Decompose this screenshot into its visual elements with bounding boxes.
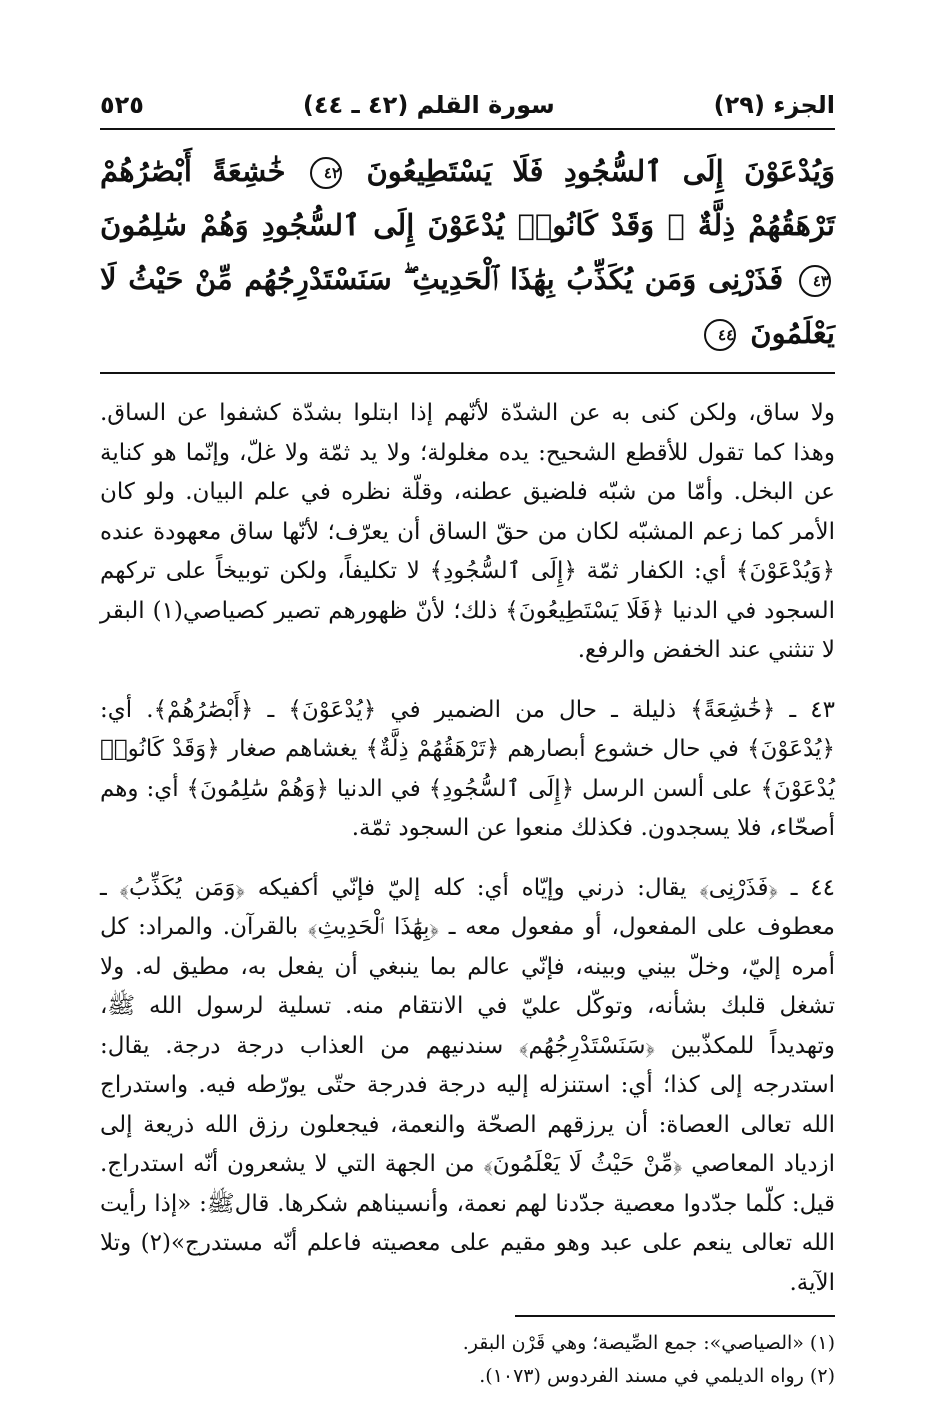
verse-text: خَٰشِعَةً أَبْصَٰرُهُمْ تَرْهَقُهُمْ ذِلَّةٌ ۖ وَقَدْ كَانُوا۟ يُدْعَوْنَ إِلَى ٱلسُّجُودِ وَهُمْ سَٰلِمُونَ (100, 154, 835, 242)
footnote: (١) «الصياصي»: جمع الصِّيصة؛ وهي قَرْن البقر. (462, 1332, 835, 1354)
footnote: (٢) رواه الديلمي في مسند الفردوس (١٠٧٣). (479, 1365, 835, 1387)
footnotes (100, 1327, 835, 1393)
commentary-paragraph: ٤٤ ـ ﴿فَذَرْنِى﴾ يقال: ذرني وإيّاه أي: كله إليّ فإنّي أكفيكه ﴿وَمَن يُكَذِّبُ﴾ ـ معطوف على المفعول، أو مفعول معه ـ ﴿بِهَٰذَا ٱلْحَدِيثِ﴾ بالقرآن. والمراد: كل أمره إليّ، وخلّ بيني وبينه، فإنّي عالم بما ينبغي أن يفعل به، مطيق له. ولا تشغل قلبك بشأنه، وتوكّل عليّ في الانتقام منه. تسلية لرسول الله ﷺ، وتهديداً للمكذّبين ﴿سَنَسْتَدْرِجُهُم﴾ سندنيهم من العذاب درجة درجة. يقال: استدرجه إلى كذا؛ أي: استنزله إليه درجة فدرجة حتّى يورّطه فيه. واستدراج الله تعالى العصاة: أن يرزقهم الصحّة والنعمة، فيجعلون رزق الله ذريعة إلى ازدياد المعاصي ﴿مِّنْ حَيْثُ لَا يَعْلَمُونَ﴾ من الجهة التي لا يشعرون أنّه استدراج. قيل: كلّما جدّدوا معصية جدّدنا لهم نعمة، وأنسيناهم شكرها. قالﷺ: «إذا رأيت الله تعالى ينعم على عبد وهو مقيم على معصيته فاعلم أنّه مستدرج»(٢) وتلا الآية. (100, 874, 835, 1296)
commentary (100, 394, 835, 1303)
page-number: ٥٢٥ (100, 91, 144, 119)
commentary-paragraph: ٤٣ ـ ﴿خَٰشِعَةً﴾ ذليلة ـ حال من الضمير في ﴿يُدْعَوْنَ﴾ ـ ﴿أَبْصَٰرُهُمْ﴾. أي: ﴿يُدْعَوْنَ﴾ في حال خشوع أبصارهم ﴿تَرْهَقُهُمْ ذِلَّةٌ﴾ يغشاهم صغار ﴿وَقَدْ كَانُوا۟ يُدْعَوْنَ﴾ على ألسن الرسل ﴿إِلَى ٱلسُّجُودِ﴾ في الدنيا ﴿وَهُمْ سَٰلِمُونَ﴾ أي: وهم أصحّاء، فلا يسجدون. فكذلك منعوا عن السجود ثمّة. (100, 696, 835, 841)
ayah-number-marker: ٤٤ (704, 319, 736, 351)
verse-text: وَيُدْعَوْنَ إِلَى ٱلسُّجُودِ فَلَا يَسْتَطِيعُونَ (366, 154, 835, 188)
quran-verses (100, 144, 835, 360)
verse-text: فَذَرْنِى وَمَن يُكَذِّبُ بِهَٰذَا ٱلْحَدِيثِ ۖ سَنَسْتَدْرِجُهُم مِّنْ حَيْثُ لَا يَعْلَمُونَ (100, 262, 835, 350)
juz-label: الجزء (٢٩) (713, 91, 835, 119)
page-header (100, 84, 835, 126)
verses-divider (100, 372, 835, 374)
commentary-paragraph: ولا ساق، ولكن كنى به عن الشدّة لأنّهم إذا ابتلوا بشدّة كشفوا عن الساق. وهذا كما تقول للأقطع الشحيح: يده مغلولة؛ ولا يد ثمّة ولا غلّ، وإنّما هو كناية عن البخل. وأمّا من شبّه فلضيق عطنه، وقلّة نظره في علم البيان. ولو كان الأمر كما زعم المشبّه لكان من حقّ الساق أن يعرّف؛ لأنّها ساق معهودة عنده ﴿وَيُدْعَوْنَ﴾ أي: الكفار ثمّة ﴿إِلَى ٱلسُّجُودِ﴾ لا تكليفاً، ولكن توبيخاً على تركهم السجود في الدنيا ﴿فَلَا يَسْتَطِيعُونَ﴾ ذلك؛ لأنّ ظهورهم تصير كصياصي(١) البقر لا تنثني عند الخفض والرفع. (100, 400, 835, 663)
ayah-number-marker: ٤٢ (310, 157, 342, 189)
page (100, 84, 835, 1393)
ayah-number-marker: ٤٣ (799, 265, 831, 297)
header-divider (100, 128, 835, 130)
footnote-divider (515, 1315, 835, 1317)
surah-title: سورة القلم (٤٢ ـ ٤٤) (302, 91, 555, 119)
